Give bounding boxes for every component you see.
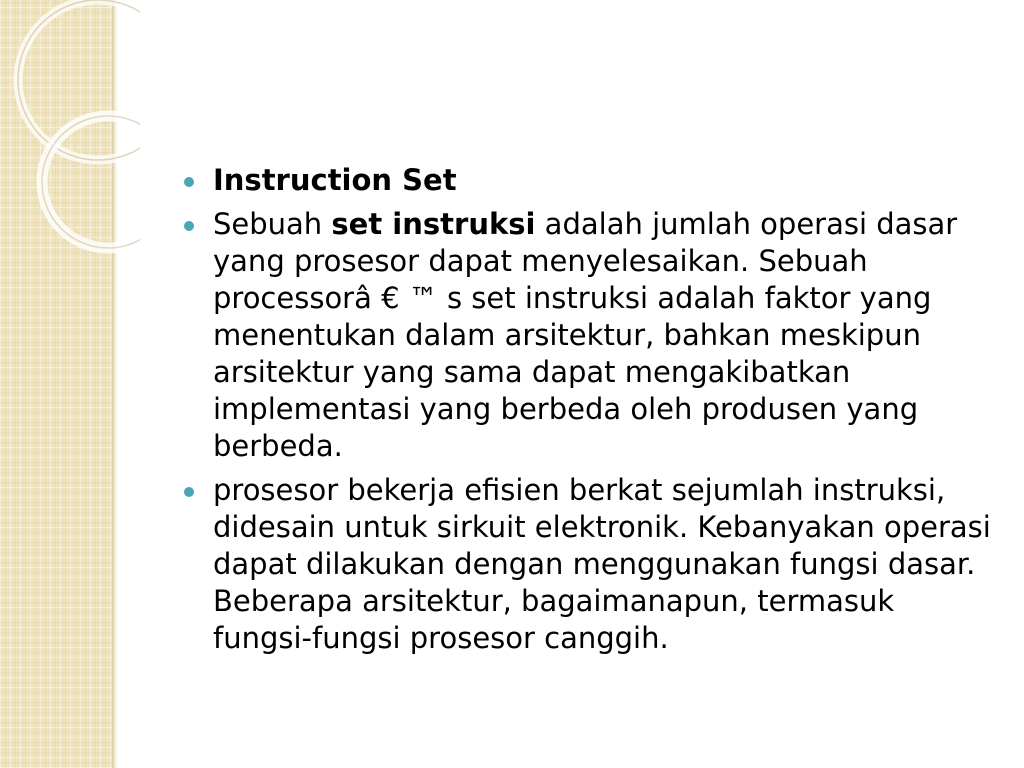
definition-text-start: Sebuah	[213, 207, 332, 241]
bullet-dot-icon	[184, 487, 194, 497]
bullet-heading-text: Instruction Set	[213, 163, 457, 197]
decorative-rings-icon	[0, 0, 140, 260]
bullet-list	[184, 162, 994, 657]
definition-bold-term: set instruksi	[331, 207, 536, 241]
processor-text: prosesor bekerja efisien berkat sejumlah instruksi, didesain untuk sirkuit elektronik. Kebanyakan operasi dapat dilakukan dengan menggunakan fungsi dasar. Beberapa arsitektur, bagaimanapun, termasuk fungsi-fungsi prosesor canggih.	[213, 473, 991, 655]
bullet-dot-icon	[184, 177, 194, 187]
bullet-item-heading	[184, 162, 994, 199]
slide-content	[184, 162, 994, 664]
definition-text-rest: adalah jumlah operasi dasar yang prosesor dapat menyelesaikan. Sebuah processorâ € ™ s set instruksi adalah faktor yang menentukan dalam arsitektur, bahkan meskipun arsitektur yang sama dapat mengakibatkan implementasi yang berbeda oleh produsen yang berbeda.	[213, 207, 958, 463]
bullet-item-processor	[184, 472, 994, 657]
bullet-item-definition	[184, 206, 994, 465]
bullet-dot-icon	[184, 221, 194, 231]
